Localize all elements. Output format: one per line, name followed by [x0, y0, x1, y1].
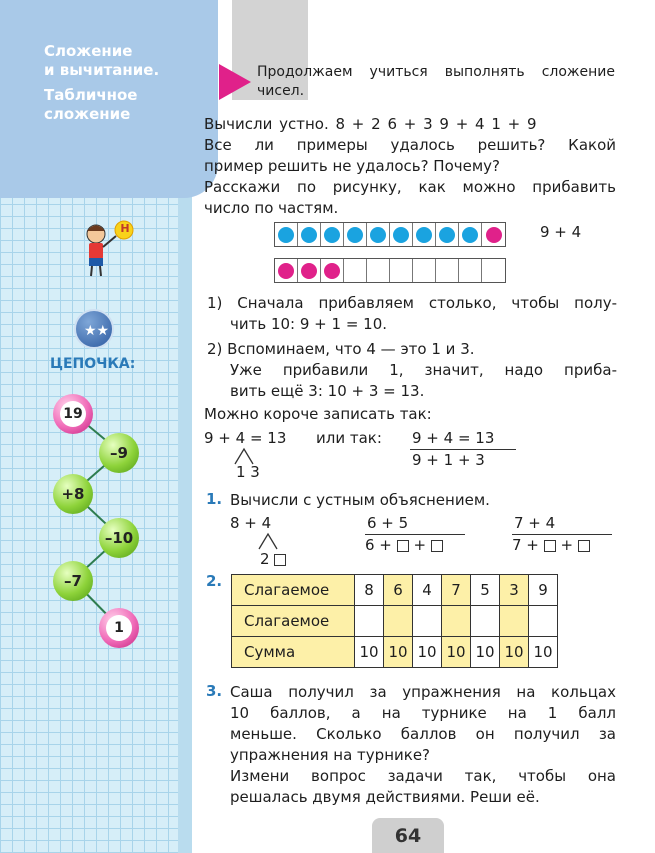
topic-line-2: и вычитание.	[44, 61, 160, 79]
empty-cell[interactable]	[413, 606, 442, 637]
step-1-line-1: 1) Сначала прибавляем столько, чтобы полу-	[207, 294, 617, 312]
intro-line-2: чисел.	[257, 83, 305, 99]
oral-line: Расскажи по рисунку, как можно прибавить	[204, 178, 616, 196]
table-cell: 5	[471, 575, 500, 606]
table-row	[232, 575, 558, 606]
topic-line-1: Сложение	[44, 42, 133, 60]
task-1-number: 1.	[206, 490, 223, 508]
table-cell: 4	[413, 575, 442, 606]
row-label: Слагаемое	[232, 606, 355, 637]
step-1-line-2: чить 10: 9 + 1 = 10.	[230, 315, 388, 333]
table-cell: 10	[529, 637, 558, 668]
table-row	[232, 637, 558, 668]
empty-cell[interactable]	[500, 606, 529, 637]
table-cell: 10	[442, 637, 471, 668]
svg-text:★★: ★★	[84, 323, 110, 339]
chain-ball-minus9	[99, 433, 139, 473]
task-3-number: 3.	[206, 682, 223, 700]
page-number: 64	[372, 818, 444, 853]
table-cell: 8	[355, 575, 384, 606]
chain-value: 19	[60, 401, 86, 427]
bottom-expr: 7 +	[512, 536, 539, 554]
table-cell: 3	[500, 575, 529, 606]
task-1a-split	[260, 549, 286, 570]
chain-ball-1	[99, 608, 139, 648]
chain-value: +8	[61, 485, 85, 503]
split-caret-icon	[256, 531, 286, 551]
empty-cell[interactable]	[529, 606, 558, 637]
task-3-line: меньше. Сколько баллов он получил за	[230, 725, 616, 743]
table-cell: 10	[471, 637, 500, 668]
task-1c-bottom	[512, 534, 612, 556]
table-row	[232, 606, 558, 637]
task-1a-expr: 8 + 4	[230, 514, 272, 532]
chain-value: –10	[104, 529, 134, 547]
task-1-title: Вычисли с устным объяснением.	[230, 491, 490, 509]
chain-ball-minus10	[99, 518, 139, 558]
split-value: 2	[260, 550, 270, 568]
row-label: Сумма	[232, 637, 355, 668]
answer-box[interactable]	[431, 540, 443, 552]
answer-box[interactable]	[544, 540, 556, 552]
ten-frame-bottom	[274, 258, 506, 283]
table-cell: 10	[413, 637, 442, 668]
task-3-line: решалась двумя действиями. Реши её.	[230, 788, 540, 806]
task-3-line: упражнения на турнике?	[230, 746, 431, 764]
oral-line: число по частям.	[204, 199, 339, 217]
answer-box[interactable]	[397, 540, 409, 552]
or-so-label: или так:	[316, 429, 382, 447]
task-2-number: 2.	[206, 572, 223, 590]
table-cell: 7	[442, 575, 471, 606]
step-2-line-2: Уже прибавили 1, значит, надо приба-	[230, 361, 617, 379]
ten-frame-top	[274, 222, 506, 247]
chain-ball-19	[53, 394, 93, 434]
chain-value: 1	[106, 615, 132, 641]
oral-line: пример решить не удалось? Почему?	[204, 157, 501, 175]
answer-box[interactable]	[578, 540, 590, 552]
badge-letter: Н	[120, 222, 130, 235]
fraction-bottom: 9 + 1 + 3	[410, 449, 516, 471]
chain-ball-plus8	[53, 474, 93, 514]
empty-cell[interactable]	[384, 606, 413, 637]
bottom-expr: 6 +	[365, 536, 392, 554]
task-3-line: Измени вопрос задачи так, чтобы она	[230, 767, 616, 785]
step-2-line-3: вить ещё 3: 10 + 3 = 13.	[230, 382, 425, 400]
chain-title: ЦЕПОЧКА:	[50, 356, 136, 372]
table-cell: 10	[384, 637, 413, 668]
row-label: Слагаемое	[232, 575, 355, 606]
step-2-line-1: 2) Вспоминаем, что 4 — это 1 и 3.	[207, 340, 475, 358]
topic-header	[0, 0, 218, 198]
answer-box[interactable]	[274, 554, 286, 566]
short-expression: 9 + 4 = 13	[204, 429, 287, 447]
task-3-text	[230, 682, 616, 808]
empty-cell[interactable]	[442, 606, 471, 637]
table-cell: 10	[355, 637, 384, 668]
addition-table	[231, 574, 558, 668]
oral-exercise	[204, 114, 616, 219]
chain-ball-minus7	[53, 561, 93, 601]
oral-line: Вычисли устно. 8 + 2 6 + 3 9 + 4 1 + 9	[204, 115, 537, 133]
empty-cell[interactable]	[355, 606, 384, 637]
topic-line-3: Табличное	[44, 86, 138, 104]
chain-value: –7	[64, 572, 82, 590]
task-3-line: 10 баллов, а на турнике на 1 балл	[230, 704, 616, 722]
table-cell: 6	[384, 575, 413, 606]
chain-value: –9	[110, 444, 128, 462]
split-parts: 1 3	[236, 463, 260, 481]
pink-triangle-icon	[219, 64, 251, 100]
task-1b-bottom	[365, 534, 465, 556]
plus-sign: +	[560, 536, 574, 554]
task-1b-top: 6 + 5	[367, 514, 409, 532]
shorter-note: Можно короче записать так:	[204, 405, 432, 423]
oral-line: Все ли примеры удалось решить? Какой	[204, 136, 616, 154]
intro-line-1: Продолжаем учиться выполнять сложение	[257, 64, 615, 80]
stars-emblem-icon	[74, 309, 114, 349]
table-cell: 10	[500, 637, 529, 668]
task-1c-top: 7 + 4	[514, 514, 556, 532]
fraction-top: 9 + 4 = 13	[412, 429, 495, 447]
plus-sign: +	[413, 536, 427, 554]
topic-line-4: сложение	[44, 105, 131, 123]
dots-expression: 9 + 4	[540, 223, 582, 241]
empty-cell[interactable]	[471, 606, 500, 637]
table-cell: 9	[529, 575, 558, 606]
task-3-line: Саша получил за упражнения на кольцах	[230, 683, 616, 701]
